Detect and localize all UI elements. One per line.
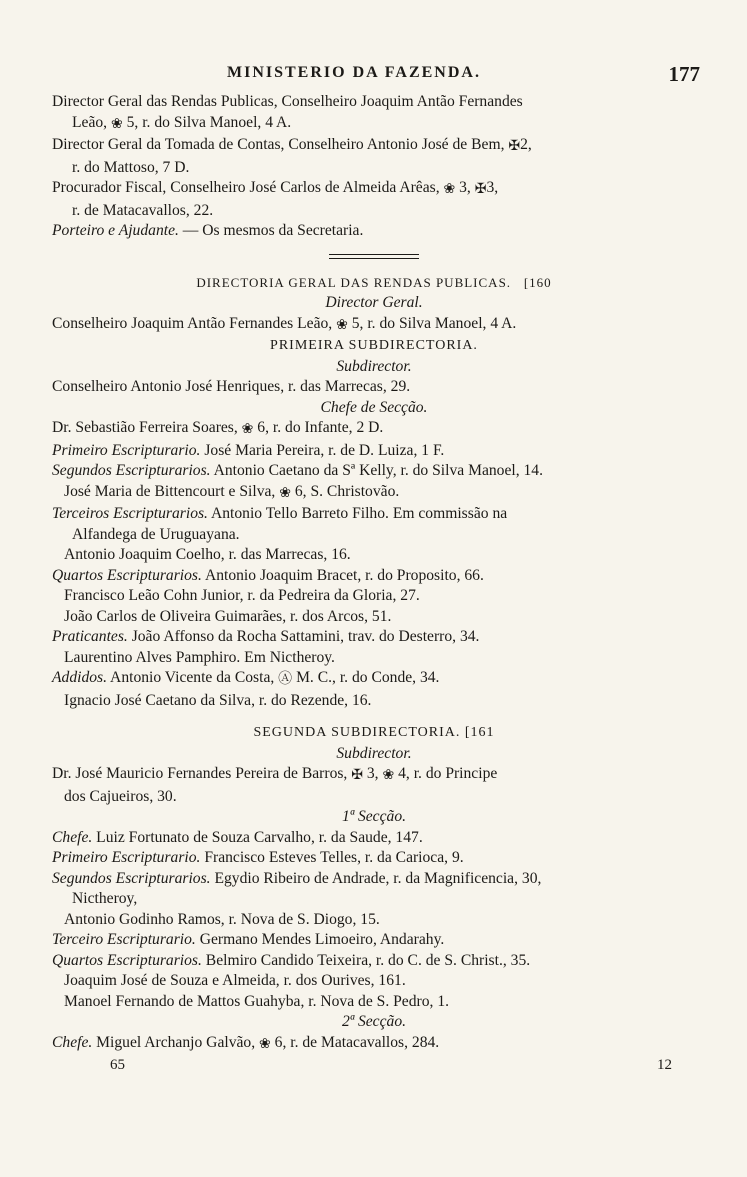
list-item: Terceiros Escripturarios. Antonio Tello Barreto Filho. Em commissão na — [52, 505, 508, 522]
medal-icon: ❀ — [259, 1036, 271, 1052]
signature-left: 65 — [110, 1057, 125, 1073]
spacer — [52, 711, 696, 723]
list-item: Laurentino Alves Pamphiro. Em Nictheroy. — [64, 648, 335, 666]
director-geral-title: Director Geral. — [325, 294, 423, 311]
list-item: Antonio Joaquim Coelho, r. das Marrecas, 16. — [64, 546, 351, 563]
signature-right: 12 — [657, 1057, 672, 1073]
list-item: Ignacio José Caetano da Silva, r. do Rezende, 16. — [64, 691, 372, 709]
document-page — [52, 62, 700, 1074]
list-item: Dr. Sebastião Ferreira Soares, ❀ 6, r. do Infante, 2 D. — [52, 418, 696, 441]
primeira-subdirectoria-heading: PRIMEIRA SUBDIRECTORIA. — [270, 338, 478, 353]
list-item: Quartos Escripturarios. Belmiro Candido Teixeira, r. do C. de S. Christ., 35. — [52, 951, 531, 969]
list-item: Chefe. Miguel Archanjo Galvão, ❀ 6, r. de Matacavallos, 284. — [52, 1033, 696, 1056]
list-item: Joaquim José de Souza e Almeida, r. dos Ourives, 161. — [64, 972, 406, 989]
entry-porteiro: Porteiro e Ajudante. — Os mesmos da Secretaria. — [52, 222, 364, 239]
medal-icon: ❀ — [279, 485, 291, 501]
page-footer — [52, 1057, 696, 1074]
header-title: MINISTERIO DA FAZENDA. — [227, 64, 481, 81]
entry-director-contas: Director Geral da Tomada de Contas, Conselheiro Antonio José de Bem, ✠2, — [52, 135, 696, 158]
subdirector-entry: Dr. José Mauricio Fernandes Pereira de Barros, ✠ 3, ❀ 4, r. do Principe — [52, 764, 696, 787]
list-item: Primeiro Escripturario. Francisco Esteves Telles, r. da Carioca, 9. — [52, 849, 464, 866]
entry-procurador-cont: r. de Matacavallos, 22. — [72, 201, 214, 219]
medal-icon: ❀ — [382, 768, 395, 783]
subdirector-entry: Conselheiro Antonio José Henriques, r. das Marrecas, 29. — [52, 378, 411, 395]
running-header — [52, 62, 700, 92]
list-item: Francisco Leão Cohn Junior, r. da Pedreira da Gloria, 27. — [64, 587, 420, 604]
list-item: Alfandega de Uruguayana. — [72, 525, 240, 543]
list-item: Manoel Fernando de Mattos Guahyba, r. Nova de S. Pedro, 1. — [64, 992, 450, 1010]
director-geral-entry: Conselheiro Joaquim Antão Fernandes Leão, ❀ 5, r. do Silva Manoel, 4 A. — [52, 314, 696, 337]
circle-a-icon: Ⓐ — [278, 672, 293, 687]
list-item: Quartos Escripturarios. Antonio Joaquim Bracet, r. do Proposito, 66. — [52, 566, 484, 584]
subdirector-entry-cont: dos Cajueiros, 30. — [64, 787, 177, 805]
cross-icon: ✠ — [508, 139, 521, 154]
page-number: 177 — [668, 62, 700, 86]
cross-icon: ✠ — [474, 182, 487, 197]
cross-icon: ✠ — [351, 768, 363, 783]
section-heading-rendas: DIRECTORIA GERAL DAS RENDAS PUBLICAS. [160 — [196, 274, 552, 290]
secao-1-title: 1ª Secção. — [341, 808, 407, 825]
medal-icon: ❀ — [443, 182, 456, 197]
entry-procurador: Procurador Fiscal, Conselheiro José Carlos de Almeida Arêas, ❀ 3, ✠3, — [52, 178, 696, 201]
list-item: Primeiro Escripturario. José Maria Pereira, r. de D. Luiza, 1 F. — [52, 441, 445, 459]
section-divider — [329, 254, 419, 259]
segunda-subdirectoria-heading: SEGUNDA SUBDIRECTORIA. [161 — [253, 725, 495, 740]
medal-icon: ❀ — [336, 317, 348, 333]
secao-2-title: 2ª Secção. — [341, 1013, 407, 1030]
list-item: João Carlos de Oliveira Guimarães, r. dos Arcos, 51. — [64, 607, 392, 625]
list-item: Praticantes. João Affonso da Rocha Sattamini, trav. do Desterro, 34. — [52, 628, 480, 645]
entry-director-contas-cont: r. do Mattoso, 7 D. — [72, 158, 190, 176]
list-item: Segundos Escripturarios. Egydio Ribeiro de Andrade, r. da Magnificencia, 30, — [52, 869, 542, 887]
entry-director-rendas-cont: Leão, ❀ 5, r. do Silva Manoel, 4 A. — [52, 113, 696, 136]
subdirector-title: Subdirector. — [336, 744, 412, 762]
list-item: Terceiro Escripturario. Germano Mendes Limoeiro, Andarahy. — [52, 931, 445, 948]
entry-director-rendas: Director Geral das Rendas Publicas, Conselheiro Joaquim Antão Fernandes — [52, 93, 523, 110]
list-item: Antonio Godinho Ramos, r. Nova de S. Diogo, 15. — [64, 910, 380, 928]
list-item: Segundos Escripturarios. Antonio Caetano da Sª Kelly, r. do Silva Manoel, 14. — [52, 462, 544, 479]
medal-icon: ❀ — [241, 422, 254, 437]
medal-icon: ❀ — [110, 116, 123, 132]
list-item: Addidos. Antonio Vicente da Costa, Ⓐ M. C., r. do Conde, 34. — [52, 668, 696, 691]
list-item: Chefe. Luiz Fortunato de Souza Carvalho, r. da Saude, 147. — [52, 828, 423, 846]
chefe-seccao-title: Chefe de Secção. — [320, 398, 428, 416]
list-item: Nictheroy, — [72, 890, 138, 907]
list-item: José Maria de Bittencourt e Silva, ❀ 6, S. Christovão. — [52, 482, 696, 505]
subdirector-title: Subdirector. — [336, 357, 412, 375]
